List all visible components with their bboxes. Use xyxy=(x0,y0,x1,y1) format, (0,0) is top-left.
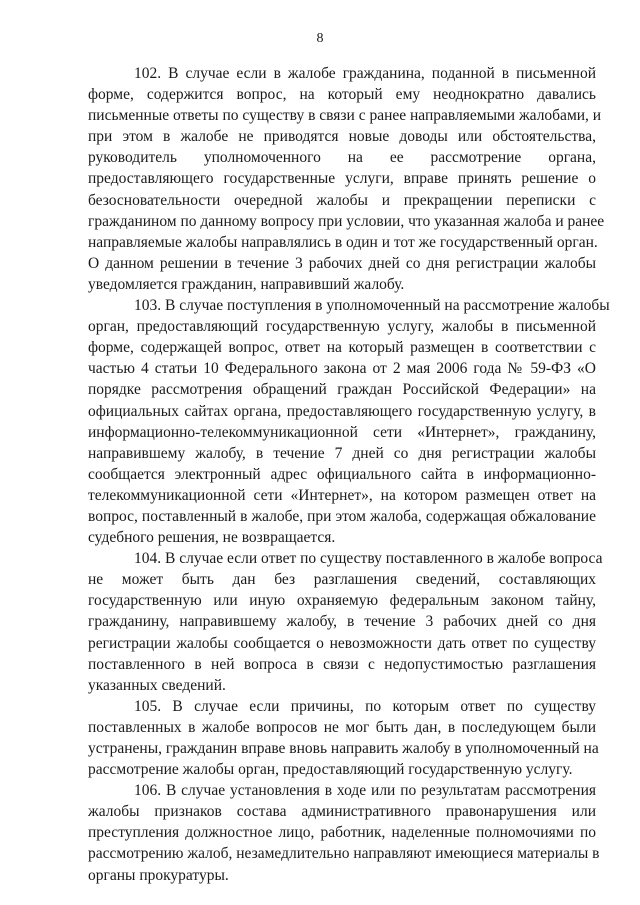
text-line: рассмотрение жалобы орган, предоставляющий государственную услугу. xyxy=(88,761,573,779)
paragraph-104 xyxy=(88,548,603,696)
text-line: гражданином по данному вопросу при условии, что указанная жалоба и ранее xyxy=(88,212,605,230)
text-line: официальных сайтах органа, предоставляющего государственную услугу, в xyxy=(88,402,596,420)
paragraph-102 xyxy=(88,63,605,295)
paragraph-103 xyxy=(88,295,610,548)
text-line: преступления должностное лицо, работник, наделенные полномочиями по xyxy=(88,824,596,842)
text-line: при этом в жалобе не приводятся новые доводы или обстоятельства, xyxy=(88,128,596,146)
text-line: государственную или иную охраняемую федеральным законом тайну, xyxy=(88,592,596,610)
text-line: форме, содержащей вопрос, ответ на который размещен в соответствии с xyxy=(88,339,596,357)
text-line: орган, предоставляющий государственную услугу, жалобы в письменной xyxy=(88,318,596,336)
text-line: 102. В случае если в жалобе гражданина, поданной в письменной xyxy=(134,65,596,82)
text-line: судебного решения, не возвращается. xyxy=(88,529,336,547)
text-line: письменные ответы по существу в связи с ранее направляемыми жалобами, и xyxy=(88,107,602,125)
text-line: вопрос, поставленный в жалобе, при этом жалоба, содержащая обжалование xyxy=(88,507,596,525)
document-body xyxy=(88,63,610,886)
text-line: частью 4 статьи 10 Федерального закона от 2 мая 2006 года № 59-ФЗ «О xyxy=(88,360,596,378)
paragraph-105 xyxy=(88,696,599,780)
text-line: регистрации жалобы сообщается о невозможности дать ответ по существу xyxy=(88,634,596,652)
text-line: гражданину, направившему жалобу, в течение 3 рабочих дней со дня xyxy=(88,613,596,631)
text-line: уведомляется гражданин, направивший жалобу. xyxy=(88,275,405,293)
text-line: жалобы признаков состава административного правонарушения или xyxy=(88,803,596,821)
text-line: О данном решении в течение 3 рабочих дней со дня регистрации жалобы xyxy=(88,254,596,272)
text-line: 105. В случае если причины, по которым ответ по существу xyxy=(134,697,596,715)
paragraph-106 xyxy=(88,780,600,885)
text-line: сообщается электронный адрес официального сайта в информационно- xyxy=(88,465,596,483)
text-line: поставленного в ней вопроса в связи с недопустимостью разглашения xyxy=(88,655,596,673)
text-line: 103. В случае поступления в уполномоченный на рассмотрение жалобы xyxy=(134,297,610,315)
page-number: 8 xyxy=(316,31,324,46)
text-line: рассмотрению жалоб, незамедлительно направляют имеющиеся материалы в xyxy=(88,845,600,863)
text-line: не может быть дан без разглашения сведений, составляющих xyxy=(88,571,596,589)
text-line: безосновательности очередной жалобы и прекращении переписки с xyxy=(88,191,596,209)
text-line: телекоммуникационной сети «Интернет», на котором размещен ответ на xyxy=(88,486,596,504)
text-line: направляемые жалобы направлялись в один и тот же государственный орган. xyxy=(88,233,598,251)
text-line: информационно-телекоммуникационной сети «Интернет», гражданину, xyxy=(88,423,596,441)
text-line: порядке рассмотрения обращений граждан Российской Федерации» на xyxy=(88,381,596,399)
text-line: направившему жалобу, в течение 7 дней со дня регистрации жалобы xyxy=(88,444,596,462)
text-line: органы прокуратуры. xyxy=(88,866,229,884)
text-line: 104. В случае если ответ по существу поставленного в жалобе вопроса xyxy=(134,550,603,568)
text-line: форме, содержится вопрос, на который ему неоднократно давались xyxy=(88,86,596,104)
text-line: предоставляющего государственные услуги, вправе принять решение о xyxy=(88,170,596,188)
text-line: поставленных в жалобе вопросов не мог быть дан, в последующем были xyxy=(88,718,596,736)
text-line: руководитель уполномоченного на ее рассмотрение органа, xyxy=(88,149,596,167)
text-line: указанных сведений. xyxy=(88,676,226,694)
text-line: устранены, гражданин вправе вновь направить жалобу в уполномоченный на xyxy=(88,740,599,757)
text-line: 106. В случае установления в ходе или по результатам рассмотрения xyxy=(134,782,596,800)
